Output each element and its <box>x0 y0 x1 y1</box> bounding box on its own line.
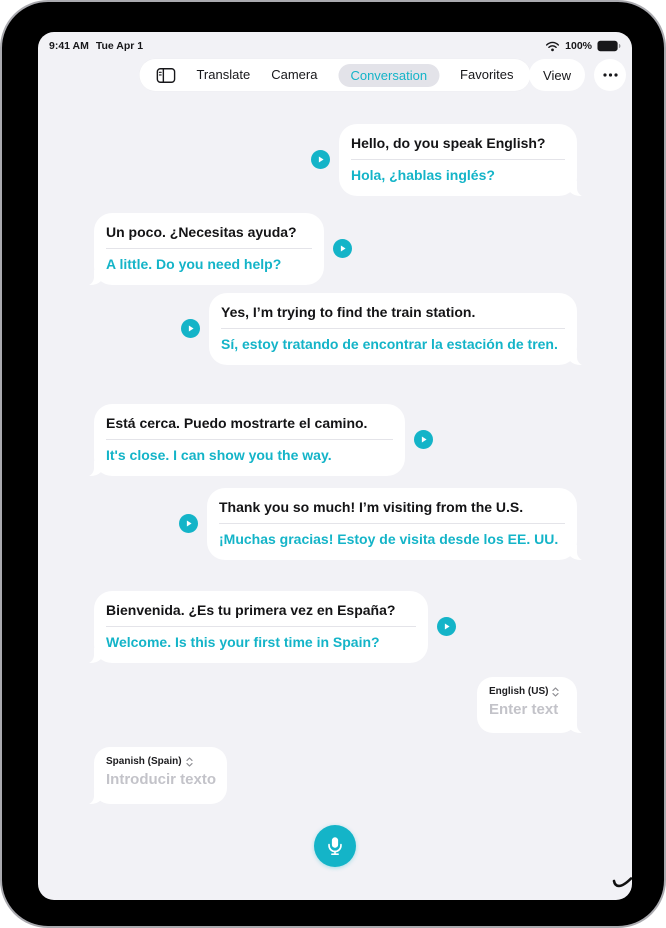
bubble-divider <box>221 328 565 329</box>
play-audio-button[interactable] <box>181 319 200 338</box>
chevron-up-down-icon <box>186 757 193 767</box>
bubble-divider <box>351 159 565 160</box>
translation-text: It's close. I can show you the way. <box>106 446 332 463</box>
translation-text: Sí, estoy tratando de encontrar la estación de tren. <box>221 335 558 352</box>
message-bubble[interactable] <box>94 213 324 285</box>
translate-app-screen <box>38 32 632 900</box>
play-icon <box>419 435 428 444</box>
play-icon <box>442 622 451 631</box>
message-row <box>94 293 577 365</box>
message-row <box>94 213 577 285</box>
status-time: 9:41 AM <box>49 40 89 52</box>
bubble-divider <box>106 439 393 440</box>
source-text: Yes, I’m trying to find the train station. <box>221 304 476 320</box>
language-selector-english[interactable] <box>489 686 565 697</box>
language-selector-spanish[interactable] <box>106 756 215 767</box>
status-date: Tue Apr 1 <box>95 40 144 52</box>
message-row <box>94 124 577 196</box>
enter-text-placeholder: Introducir texto <box>106 771 217 788</box>
battery-percent: 100% <box>565 40 592 52</box>
bubble-divider <box>106 626 416 627</box>
message-bubble[interactable] <box>94 404 405 476</box>
translation-text: A little. Do you need help? <box>106 255 282 272</box>
status-time-date <box>49 40 150 52</box>
play-audio-button[interactable] <box>437 617 456 636</box>
message-row <box>94 404 577 476</box>
corner-arc-mark <box>612 874 632 892</box>
tab-translate[interactable]: Translate <box>196 67 251 82</box>
tab-bar <box>139 59 530 91</box>
play-icon <box>338 244 347 253</box>
message-bubble[interactable] <box>94 591 428 663</box>
chevron-up-down-icon <box>552 687 559 697</box>
sidebar-toggle-icon[interactable] <box>156 68 175 83</box>
source-text: Thank you so much! I’m visiting from the U.S. <box>219 499 524 515</box>
tab-conversation[interactable]: Conversation <box>338 64 439 87</box>
message-bubble[interactable] <box>209 293 577 365</box>
english-text-input[interactable] <box>477 677 577 733</box>
message-bubble[interactable] <box>207 488 577 560</box>
play-audio-button[interactable] <box>311 150 330 169</box>
view-button[interactable]: View <box>529 59 585 91</box>
play-icon <box>316 155 325 164</box>
source-text: Bienvenida. ¿Es tu primera vez en España? <box>106 602 396 618</box>
message-row <box>94 591 577 663</box>
bubble-divider <box>106 248 312 249</box>
play-audio-button[interactable] <box>333 239 352 258</box>
play-icon <box>184 519 193 528</box>
more-options-button[interactable] <box>594 59 626 91</box>
message-row <box>94 488 577 560</box>
bubble-divider <box>219 523 565 524</box>
ellipsis-icon <box>603 73 618 77</box>
source-text: Está cerca. Puedo mostrarte el camino. <box>106 415 368 431</box>
translation-text: Hola, ¿hablas inglés? <box>351 166 495 183</box>
play-audio-button[interactable] <box>414 430 433 449</box>
microphone-icon <box>324 835 346 857</box>
message-bubble[interactable] <box>339 124 577 196</box>
spanish-text-input[interactable] <box>94 747 227 804</box>
translation-text: ¡Muchas gracias! Estoy de visita desde los EE. UU. <box>219 530 559 547</box>
language-label: Spanish (Spain) <box>106 756 182 767</box>
microphone-button[interactable] <box>314 825 356 867</box>
navigation-toolbar <box>38 59 632 91</box>
play-audio-button[interactable] <box>179 514 198 533</box>
source-text: Un poco. ¿Necesitas ayuda? <box>106 224 297 240</box>
battery-icon <box>597 40 621 52</box>
status-bar <box>38 38 632 54</box>
source-text: Hello, do you speak English? <box>351 135 546 151</box>
tab-favorites[interactable]: Favorites <box>460 67 514 82</box>
wifi-icon <box>545 41 560 52</box>
play-icon <box>186 324 195 333</box>
translation-text: Welcome. Is this your first time in Spain? <box>106 633 380 650</box>
enter-text-placeholder: Enter text <box>489 701 559 718</box>
language-label: English (US) <box>489 686 549 697</box>
tab-camera[interactable]: Camera <box>271 67 318 82</box>
